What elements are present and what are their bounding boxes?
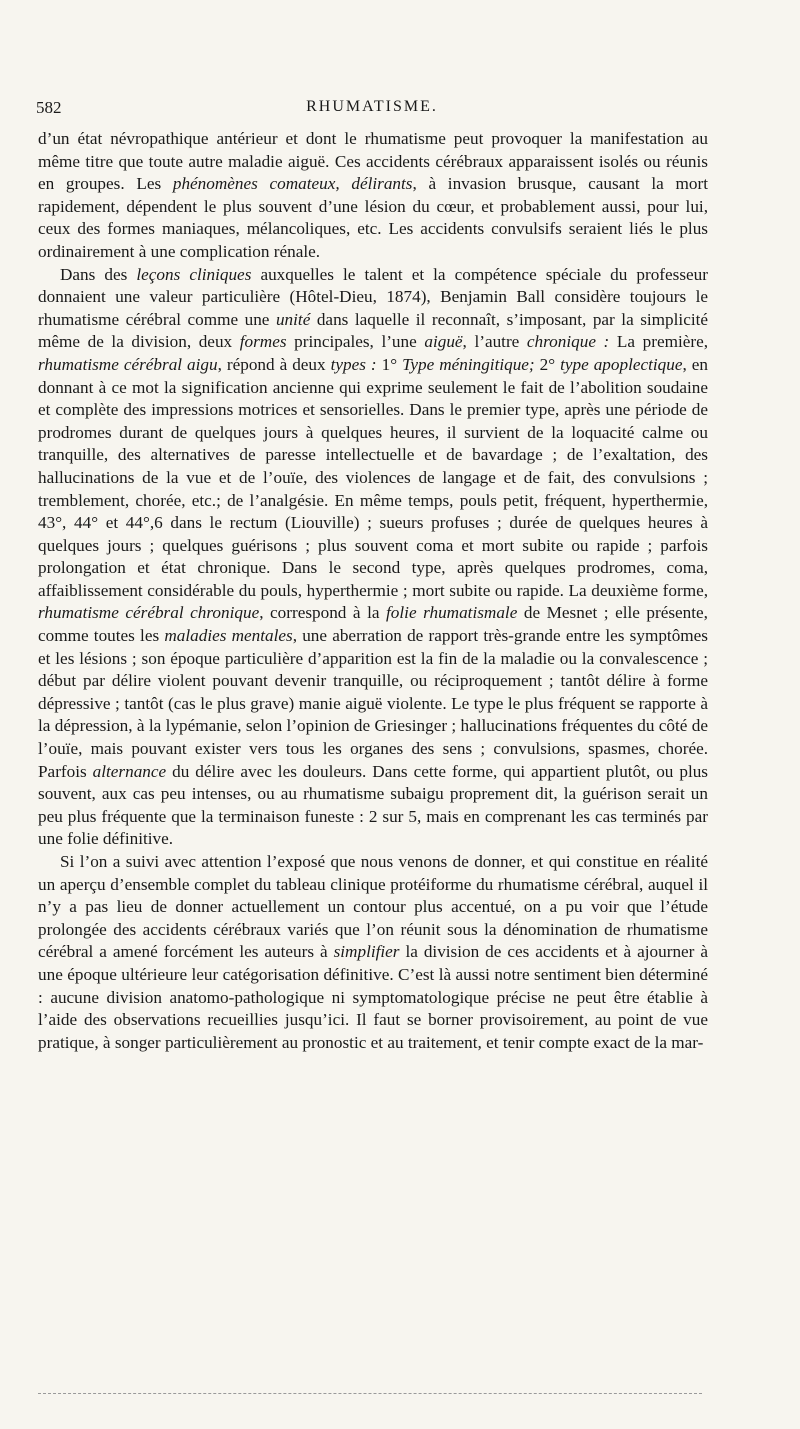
text-run: 2° [534, 354, 561, 374]
italic-text: types : [330, 354, 377, 374]
text-run: la division de ces accidents et à ajourner à une époque ultérieure leur catégorisation définitive. C’est là aussi notre sentiment bien déterminé : aucune division anatomo-pathologique ni symptomatologique précise ne peut être établie à l’aide des observations recueillies jusqu’ici. Il faut se borner provisoirement, au point de vue pratique, à songer particulièrement au pronostic et au traitement, et tenir compte exact de la mar- [38, 942, 709, 1052]
italic-text: leçons cliniques [136, 264, 252, 284]
text-run: de Mesnet ; elle présente, comme toutes les [38, 603, 708, 646]
text-run: principales, l’une [286, 332, 425, 352]
text-run: , à invasion brusque, causant la mort rapidement, dépendent le plus souvent d’une lésion du cœur, et probablement aussi, pour lui, ceux des formes maniaques, mélancoliques, etc. Les accidents convulsifs seraient liés le plus ordinairement à une complication rénale. [38, 174, 708, 261]
text-run: Dans des [60, 264, 137, 284]
italic-text: maladies mentales [164, 626, 293, 646]
text-run: d’un état névropathique antérieur et dont le rhumatisme peut provoquer la manifestation au même titre que toute autre maladie aiguë. Ces accidents cérébraux apparaissent isolés ou réunis en groupes. Les [38, 129, 708, 194]
running-title: RHUMATISME. [306, 98, 438, 115]
text-run: du délire avec les douleurs. Dans cette forme, qui appartient plutôt, ou plus souvent, aux cas peu intenses, ou au rhumatisme subaigu proprement dit, la guérison serait un peu plus fréquente que la terminaison funeste : 2 sur 5, mais en comprenant les cas terminés par une folie définitive. [38, 761, 708, 849]
italic-text: type apoplectique [560, 354, 683, 374]
italic-text: rhumatisme cérébral aigu [38, 354, 218, 374]
text-run: auxquelles le talent et la compétence spéciale du professeur donnaient une valeur particulière (Hôtel-Dieu, 1874), Benjamin Ball considère toujours le rhumatisme cérébral comme une [38, 264, 708, 329]
text-run: , répond à deux [217, 354, 331, 374]
italic-text: folie rhumatismale [386, 603, 518, 623]
text-run: , correspond à la [259, 603, 387, 623]
text-run: , l’autre [462, 332, 527, 352]
italic-text: formes [239, 332, 287, 352]
paragraph [38, 128, 708, 264]
paragraph [38, 851, 708, 1054]
text-run: , une aberration de rapport très-grande entre les symptômes et les lésions ; son époque particulière d’apparition est la fin de la maladie ou la convalescence ; début par délire violent pouvant devenir tranquille, ou réciproquement ; tantôt délire à forme dépressive ; tantôt (cas le plus grave) manie aiguë violente. Le type le plus fréquent se rapporte à la dépression, à la lypémanie, selon l’opinion de Griesinger ; hallucinations fréquentes du côté de l’ouïe, mais pouvant exister vers tous les organes des sens ; convulsions, spasmes, chorée. Parfois [38, 626, 708, 781]
italic-text: Type méningitique; [402, 354, 535, 374]
italic-text: alternance [92, 761, 167, 781]
italic-text: chronique : [526, 332, 610, 352]
text-run: , en donnant à ce mot la signification ancienne qui exprime seulement le fait de l’abolition soudaine et complète des impressions motrices et sensorielles. Dans le premier type, après une période de prodromes durant de quelques jours à quelques heures, il survient de la loquacité calme ou tranquille, des alternatives de paresse intellectuelle et de bavardage ; de l’exaltation, des hallucinations de la vue et de l’ouïe, des violences de langage et de fait, des convulsions ; tremblement, chorée, etc.; de l’analgésie. En même temps, pouls petit, fréquent, hyperthermie, 43°, 44° et 44°,6 dans le rectum (Liouville) ; sueurs profuses ; durée de quelques heures à quelques jours ; quelques guérisons ; plus souvent coma et mort subite ou rapide ; parfois prolongation et état chronique. Dans le second type, après quelques prodromes, coma, affaiblissement considérable du pouls, hyperthermie ; mort subite ou rapide. La deuxième forme, [38, 354, 709, 600]
italic-text: phénomènes comateux, délirants [172, 174, 413, 194]
text-run: Si l’on a suivi avec attention l’exposé que nous venons de donner, et qui constitue en réalité un aperçu d’ensemble complet du tableau clinique protéiforme du rhumatisme cérébral, auquel il n’y a pas lieu de donner actuellement un contour plus accentué, on a pu voir que l’étude prolongée des accidents cérébraux variés que l’on réunit sous la dénomination de rhumatisme cérébral a amené forcément les auteurs à [38, 852, 708, 962]
italic-text: simplifier [333, 942, 400, 962]
italic-text: rhumatisme cérébral chronique [38, 603, 260, 623]
text-run: La première, [609, 332, 708, 352]
paragraph [38, 264, 708, 851]
footer-rule [38, 1393, 702, 1394]
body-text [38, 128, 708, 1054]
italic-text: unité [275, 309, 311, 329]
page-number: 582 [36, 98, 62, 117]
text-run: dans laquelle il reconnaît, s’imposant, par la simplicité même de la division, deux [38, 309, 708, 352]
italic-text: aiguë [424, 332, 463, 352]
text-run: 1° [376, 354, 403, 374]
page-header [36, 98, 708, 122]
